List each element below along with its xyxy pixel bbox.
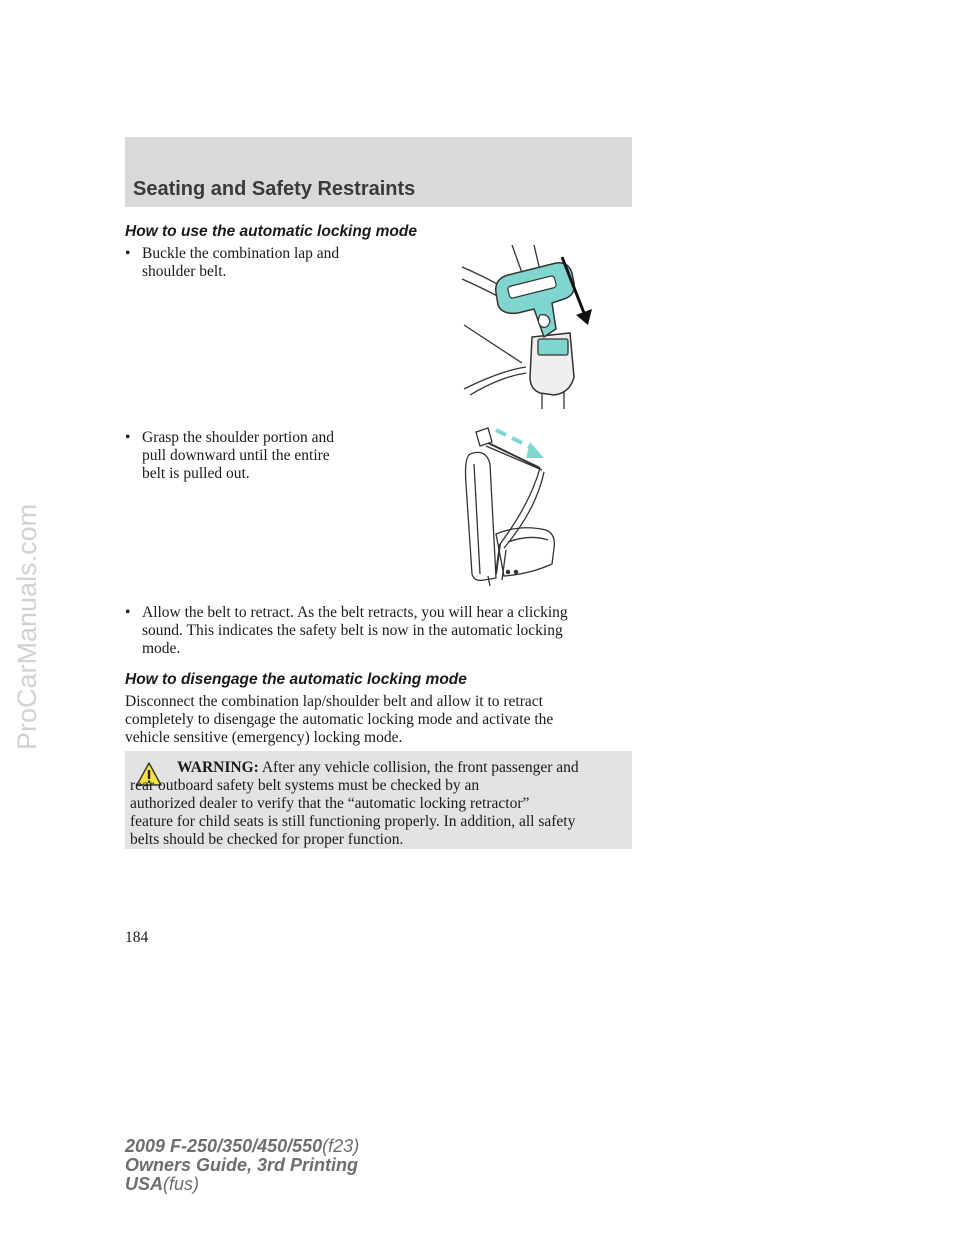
warning-body: rear outboard safety belt systems must be checked by an authorized dealer to verify that the “automatic locking retractor” feature for child seats is still functioning properly. In addition, all safety belts should be checked for proper function. bbox=[130, 777, 576, 848]
buckle-illustration bbox=[460, 243, 610, 411]
watermark-text: ProCarManuals.com bbox=[12, 503, 42, 750]
footer-edition: Owners Guide, 3rd Printing bbox=[125, 1155, 359, 1175]
heading-automatic-locking: How to use the automatic locking mode bbox=[125, 223, 417, 240]
bullet-symbol: • bbox=[125, 604, 131, 621]
footer-region-code: (fus) bbox=[163, 1174, 200, 1194]
section-header bbox=[125, 137, 632, 207]
footer-model-code: (f23) bbox=[322, 1136, 360, 1156]
footer-model: 2009 F-250/350/450/550 bbox=[125, 1136, 323, 1156]
section-title: Seating and Safety Restraints bbox=[133, 178, 416, 200]
seat-belt-pull-illustration bbox=[460, 424, 570, 589]
bullet-text: Allow the belt to retract. As the belt retracts, you will hear a clicking sound. This indicates the safety belt is now in the automatic locking mode. bbox=[142, 604, 568, 657]
footer bbox=[125, 1137, 359, 1194]
warning-text bbox=[130, 759, 630, 849]
warning-first-line: After any vehicle collision, the front passenger and bbox=[261, 759, 579, 776]
disengage-paragraph: Disconnect the combination lap/shoulder belt and allow it to retract completely to disengage the automatic locking mode and activate the vehicle sensitive (emergency) locking mode. bbox=[125, 693, 554, 746]
bullet-symbol: • bbox=[125, 429, 131, 446]
warning-box bbox=[125, 751, 632, 849]
heading-disengage-locking: How to disengage the automatic locking mode bbox=[125, 671, 467, 688]
bullet-text: Grasp the shoulder portion and pull downward until the entire belt is pulled out. bbox=[142, 429, 334, 482]
bullet-text: Buckle the combination lap and shoulder belt. bbox=[142, 245, 340, 280]
watermark bbox=[4, 503, 50, 750]
page-number: 184 bbox=[125, 929, 149, 946]
footer-region: USA bbox=[125, 1174, 164, 1194]
bullet-symbol: • bbox=[125, 245, 131, 262]
warning-label: WARNING: bbox=[177, 759, 259, 776]
